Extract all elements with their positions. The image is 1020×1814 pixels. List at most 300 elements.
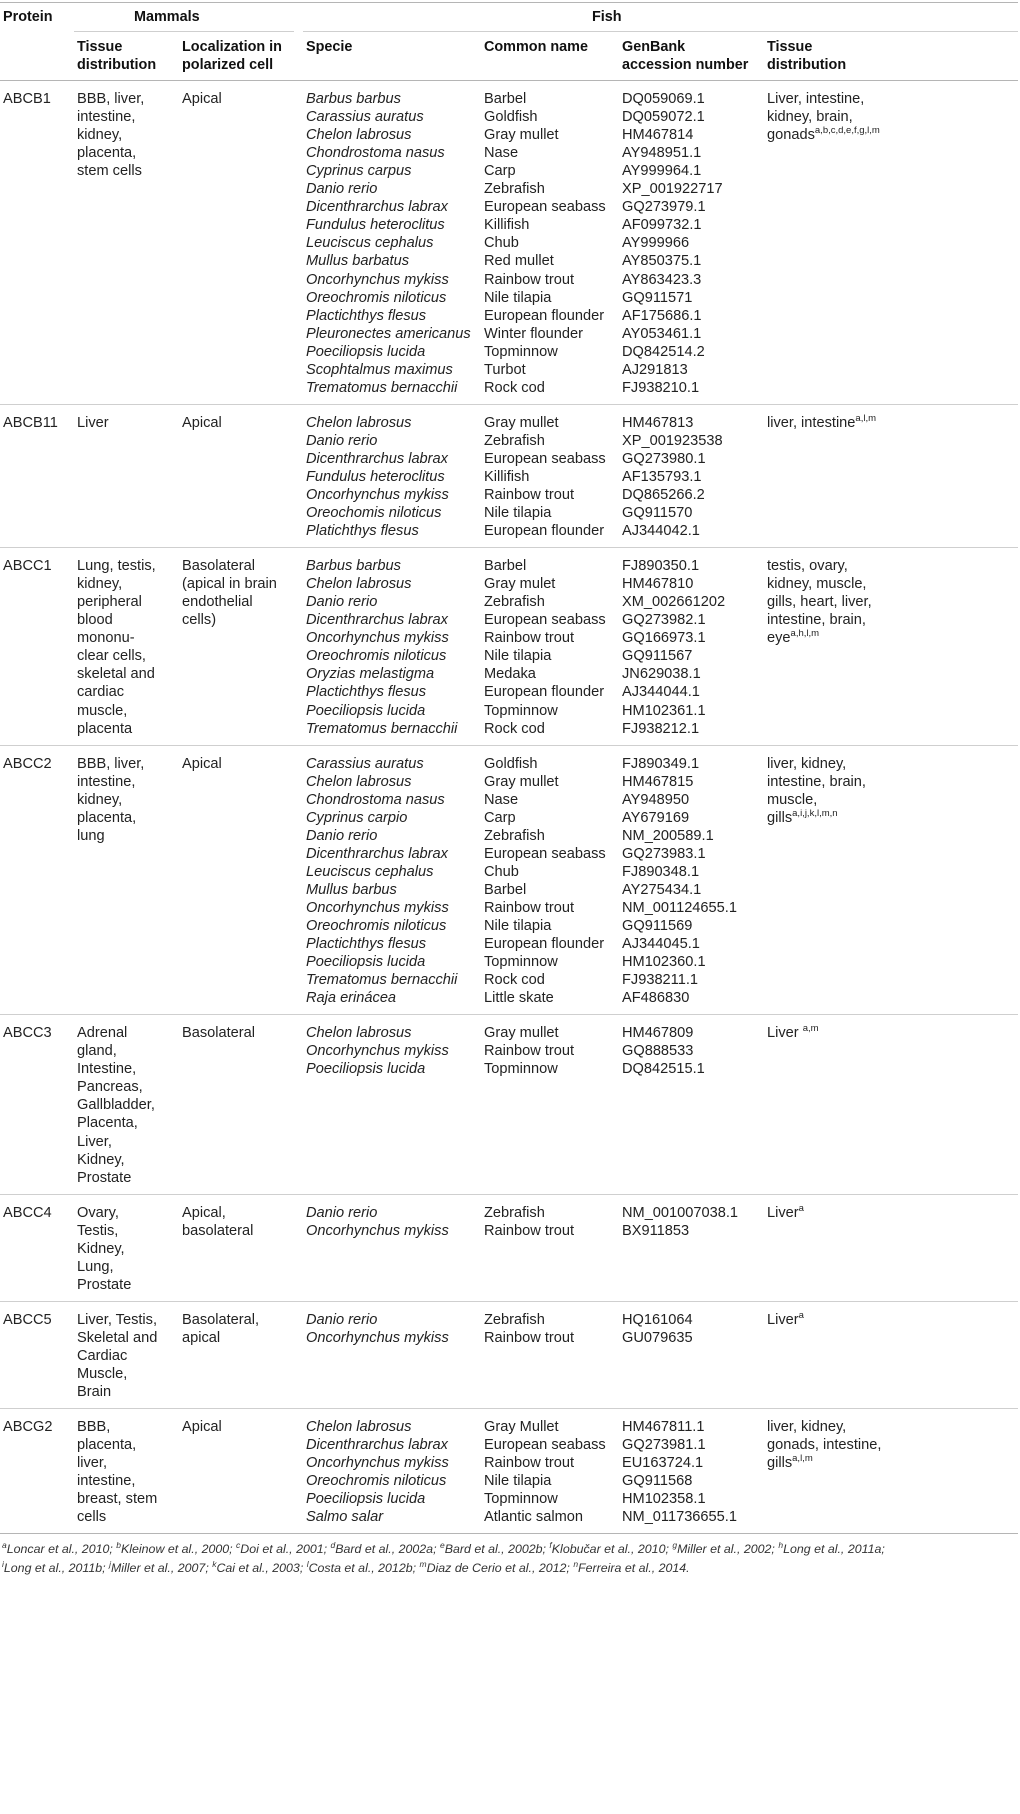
fish-tissue-line [767, 1453, 813, 1474]
mammal-tissue-line: muscle, [77, 702, 128, 719]
genbank-accession: GQ166973.1 [622, 630, 706, 647]
footnote-reference: Bard et al., 2002a; [335, 1542, 440, 1557]
reference-superscript: a,l,m [855, 412, 877, 424]
genbank-accession: EU163724.1 [622, 1455, 704, 1472]
mammal-tissue-line: Adrenal [77, 1025, 128, 1042]
common-name: Medaka [484, 666, 536, 683]
fish-tissue-text: kidney, brain, [767, 109, 853, 126]
footnote-marker: b [116, 1540, 121, 1551]
species-name: Dicenthrarchus labrax [306, 199, 448, 216]
localization-line: Apical [182, 1419, 222, 1435]
genbank-accession: AF175686.1 [622, 307, 702, 324]
genbank-accession: DQ059072.1 [622, 109, 705, 126]
fish-tissue-text: liver, kidney, [767, 1419, 847, 1435]
mammal-tissue-line: Brain [77, 1384, 112, 1400]
fish-tissue-text: Liver, intestine, [767, 91, 865, 107]
genbank-accession: AY999966 [622, 235, 690, 252]
genbank-accession: GQ911571 [622, 289, 693, 306]
mammal-tissue-line: Skeletal and [77, 1329, 158, 1346]
species-name: Oncorhynchus mykiss [306, 1043, 449, 1060]
species-name: Oreochomis niloticus [306, 505, 442, 522]
header-tissue-distribution: Tissue [77, 39, 123, 55]
protein-name: ABCC2 [3, 755, 52, 772]
fish-tissue-text: gonads, intestine, [767, 1437, 882, 1454]
protein-name: ABCB11 [3, 414, 58, 431]
reference-superscript: a,l,m [792, 1453, 813, 1465]
common-name: Nile tilapia [484, 1473, 552, 1490]
species-name: Oncorhynchus mykiss [306, 271, 449, 288]
genbank-accession: HM467815 [622, 773, 694, 790]
common-name: Zebrafish [484, 594, 545, 611]
footnote-marker: e [439, 1540, 445, 1551]
common-name: Killifish [484, 217, 530, 234]
fish-tissue-text: gills [767, 809, 793, 826]
row-separator [0, 1301, 1018, 1302]
fish-tissue-line [767, 1203, 804, 1224]
fish-tissue-text: testis, ovary, [767, 558, 848, 575]
genbank-accession: AY275434.1 [622, 881, 702, 898]
species-name: Barbus barbus [306, 558, 401, 575]
mammal-tissue-line: Kidney, [77, 1151, 125, 1168]
fish-tissue-line [767, 1023, 819, 1044]
genbank-accession: GQ273980.1 [622, 450, 706, 467]
row-separator [0, 1014, 1018, 1015]
genbank-accession: GQ273979.1 [622, 199, 706, 216]
footnote-marker: n [573, 1559, 579, 1570]
genbank-accession: FJ938211.1 [622, 972, 698, 989]
genbank-accession: AJ291813 [622, 361, 688, 378]
species-name: Chelon labrosus [306, 414, 412, 431]
footnote-reference: Long et al., 2011a; [783, 1542, 885, 1557]
genbank-accession: AY679169 [622, 809, 690, 826]
mammal-tissue-line: placenta, [77, 145, 137, 162]
species-name: Salmo salar [306, 1509, 384, 1526]
fish-tissue-text: Liver [767, 1311, 799, 1328]
reference-superscript: a,b,c,d,e,f,g,l,m [814, 125, 880, 137]
footnote-marker: h [778, 1540, 784, 1551]
protein-name: ABCG2 [3, 1419, 53, 1435]
species-name: Oryzias melastigma [306, 666, 435, 683]
fish-tissue-text: Liver [767, 1204, 799, 1221]
species-name: Danio rerio [306, 1204, 378, 1221]
species-name: Oncorhynchus mykiss [306, 630, 449, 647]
common-name: Topminnow [484, 954, 558, 971]
species-name: Oreochromis niloticus [306, 918, 447, 934]
mammal-tissue-line: clear cells, [77, 648, 146, 665]
footnote-reference: Doi et al., 2001; [240, 1542, 331, 1557]
species-name: Mullus barbus [306, 881, 397, 898]
common-name: Barbel [484, 881, 527, 898]
species-name: Plactichthys flesus [306, 936, 427, 953]
fish-tissue-text: gonads [767, 127, 815, 144]
fish-tissue-text: liver, kidney, [767, 755, 847, 772]
table-top-rule [0, 2, 1018, 3]
mammal-tissue-line: gland, [77, 1043, 117, 1060]
genbank-accession: BX911853 [622, 1222, 690, 1239]
common-name: Red mullet [484, 253, 554, 270]
genbank-accession: DQ865266.2 [622, 487, 705, 503]
footnote-reference: Ferreira et al., 2014. [578, 1561, 690, 1576]
genbank-accession: FJ890350.1 [622, 558, 700, 575]
fish-tissue-line [767, 1310, 804, 1331]
common-name: Gray Mullet [484, 1419, 559, 1435]
species-name: Poeciliopsis lucida [306, 343, 426, 360]
fish-tissue-text: intestine, brain, [767, 773, 866, 790]
mammal-tissue-line: skeletal and [77, 666, 155, 683]
header-mammals: Mammals [134, 9, 200, 25]
mammal-tissue-line: Ovary, [77, 1204, 119, 1221]
species-name: Plactichthys flesus [306, 684, 427, 701]
mammal-tissue-line: Liver, Testis, [77, 1311, 158, 1328]
species-name: Poeciliopsis lucida [306, 1061, 426, 1078]
footnote-reference: Loncar et al., 2010; [6, 1542, 117, 1557]
mammal-tissue-line: Liver, [77, 1133, 112, 1150]
common-name: Nile tilapia [484, 505, 552, 522]
common-name: Killifish [484, 468, 530, 485]
species-name: Scophtalmus maximus [306, 361, 453, 378]
genbank-accession: HM102360.1 [622, 954, 706, 971]
mammal-tissue-line: intestine, [77, 109, 136, 126]
genbank-accession: NM_001007038.1 [622, 1204, 739, 1221]
genbank-accession: AY863423.3 [622, 271, 702, 288]
species-name: Plactichthys flesus [306, 307, 427, 324]
species-name: Raja erinácea [306, 990, 397, 1007]
genbank-accession: AY053461.1 [622, 325, 702, 342]
genbank-accession: HM102358.1 [622, 1491, 706, 1508]
common-name: Zebrafish [484, 1204, 545, 1221]
species-name: Dicenthrarchus labrax [306, 612, 448, 629]
fish-tissue-text: Liver [767, 1025, 803, 1042]
genbank-accession: GQ273982.1 [622, 612, 706, 629]
genbank-accession: AY850375.1 [622, 253, 702, 270]
common-name: Topminnow [484, 1491, 558, 1508]
common-name: Rainbow trout [484, 487, 575, 503]
row-separator [0, 1194, 1018, 1195]
mammal-tissue-line: blood [77, 612, 113, 629]
fish-tissue-text: intestine, brain, [767, 612, 866, 629]
fish-tissue-line [767, 125, 880, 146]
reference-superscript: a [798, 1202, 804, 1214]
footnote-marker: l [306, 1559, 309, 1570]
species-name: Danio rerio [306, 181, 378, 198]
localization-line: cells) [182, 612, 217, 629]
common-name: European flounder [484, 936, 605, 953]
species-name: Oncorhynchus mykiss [306, 1329, 449, 1346]
fish-tissue-text: eye [767, 630, 791, 647]
reference-superscript: a,i,j,k,l,m,n [792, 807, 838, 819]
species-name: Dicenthrarchus labrax [306, 1437, 448, 1454]
common-name: Zebrafish [484, 827, 545, 844]
protein-name: ABCC3 [3, 1025, 52, 1042]
footnote-marker: c [236, 1540, 241, 1551]
footnote-marker: k [212, 1559, 217, 1570]
common-name: European seabass [484, 450, 606, 467]
species-name: Chondrostoma nasus [306, 791, 445, 808]
protein-name: ABCC5 [3, 1311, 52, 1328]
common-name: Carp [484, 163, 516, 180]
localization-line: Apical [182, 414, 222, 431]
genbank-accession: DQ842514.2 [622, 343, 705, 360]
common-name: Nile tilapia [484, 648, 552, 665]
common-name: Gray mullet [484, 773, 559, 790]
header-specie: Specie [306, 39, 353, 55]
genbank-accession: HM467811.1 [622, 1419, 705, 1435]
localization-line: (apical in brain [182, 576, 277, 593]
species-name: Oreochromis niloticus [306, 648, 447, 665]
genbank-accession: HM467810 [622, 576, 694, 593]
protein-name: ABCC1 [3, 558, 52, 575]
footnote-reference: Bard et al., 2002b; [444, 1542, 550, 1557]
common-name: European flounder [484, 307, 605, 324]
species-name: Danio rerio [306, 827, 378, 844]
mammal-tissue-line: Cardiac [77, 1347, 128, 1364]
footnote-reference: Kleinow et al., 2000; [121, 1542, 237, 1557]
mammal-tissue-line: Testis, [77, 1222, 119, 1239]
genbank-accession: GQ911569 [622, 918, 693, 934]
genbank-accession: HM467809 [622, 1025, 694, 1042]
mammal-tissue-line: placenta, [77, 1437, 137, 1454]
genbank-accession: HQ161064 [622, 1311, 693, 1328]
species-name: Fundulus heteroclitus [306, 217, 445, 234]
species-name: Chelon labrosus [306, 576, 412, 593]
genbank-accession: FJ890349.1 [622, 755, 700, 772]
localization-line: Basolateral [182, 558, 256, 575]
mammal-tissue-line: Pancreas, [77, 1079, 143, 1096]
species-name: Danio rerio [306, 1311, 378, 1328]
common-name: Goldfish [484, 109, 538, 126]
species-name: Carassius auratus [306, 109, 424, 126]
common-name: Little skate [484, 990, 554, 1007]
common-name: Atlantic salmon [484, 1509, 583, 1526]
mammal-tissue-line: peripheral [77, 594, 142, 611]
common-name: Barbel [484, 558, 527, 575]
genbank-accession: GQ273983.1 [622, 845, 706, 862]
common-name: Rainbow trout [484, 1222, 575, 1239]
fish-tissue-text: muscle, [767, 791, 818, 808]
footnote-reference: Miller et al., 2007; [110, 1561, 213, 1576]
species-name: Dicenthrarchus labrax [306, 845, 448, 862]
mammal-tissue-line: Placenta, [77, 1115, 138, 1132]
row-separator [0, 404, 1018, 405]
genbank-accession: NM_200589.1 [622, 827, 714, 844]
common-name: Gray mullet [484, 127, 559, 144]
mammal-tissue-line: intestine, [77, 773, 136, 790]
species-name: Oreochromis niloticus [306, 1473, 447, 1490]
fish-tissue-line [767, 413, 876, 434]
common-name: European flounder [484, 523, 605, 540]
mammal-tissue-line: Kidney, [77, 1240, 125, 1257]
common-name: Rock cod [484, 720, 545, 737]
genbank-accession: DQ842515.1 [622, 1061, 705, 1078]
fish-tissue-text: kidney, muscle, [767, 576, 867, 593]
common-name: Nile tilapia [484, 289, 552, 306]
mammal-tissue-line: placenta, [77, 809, 137, 826]
footnote-marker: g [672, 1540, 678, 1551]
mammal-tissue-line: Muscle, [77, 1365, 128, 1382]
species-name: Oreochromis niloticus [306, 289, 447, 306]
species-name: Cyprinus carpus [306, 163, 412, 180]
footnote-marker: d [330, 1540, 336, 1551]
header-genbank: accession number [622, 57, 749, 73]
common-name: Winter flounder [484, 325, 583, 342]
species-name: Chelon labrosus [306, 773, 412, 790]
species-name: Trematomus bernacchii [306, 379, 458, 396]
header-fish: Fish [592, 9, 622, 25]
footnote-marker: m [419, 1559, 427, 1570]
mammal-tissue-line: cells [77, 1509, 107, 1526]
fish-tissue-line [767, 628, 819, 649]
species-name: Chelon labrosus [306, 127, 412, 144]
genbank-accession: GQ911567 [622, 648, 693, 665]
genbank-accession: AF135793.1 [622, 468, 702, 485]
header-tissue-distribution: distribution [77, 57, 157, 73]
mammal-tissue-line: kidney, [77, 127, 123, 144]
footnote-reference: Costa et al., 2012b; [308, 1561, 420, 1576]
header-fish-tissue: distribution [767, 57, 847, 73]
header-fish-tissue: Tissue [767, 39, 813, 55]
common-name: European seabass [484, 199, 606, 216]
species-name: Poeciliopsis lucida [306, 954, 426, 971]
footnote-line [2, 1560, 690, 1577]
fish-tissue-line [767, 808, 838, 829]
mammal-tissue-line: Lung, testis, [77, 558, 156, 575]
header-protein: Protein [3, 9, 53, 25]
common-name: European seabass [484, 1437, 606, 1454]
common-name: Gray mullet [484, 1025, 559, 1042]
localization-line: endothelial [182, 594, 253, 611]
header-common-name: Common name [484, 39, 588, 55]
localization-line: Basolateral [182, 1025, 256, 1042]
species-name: Cyprinus carpio [306, 809, 408, 826]
species-name: Oncorhynchus mykiss [306, 487, 449, 503]
species-name: Mullus barbatus [306, 253, 410, 270]
mammal-tissue-line: kidney, [77, 791, 123, 808]
reference-superscript: a,m [802, 1023, 819, 1035]
species-name: Poeciliopsis lucida [306, 702, 426, 719]
species-name: Poeciliopsis lucida [306, 1491, 426, 1508]
species-name: Danio rerio [306, 432, 378, 449]
genbank-accession: NM_011736655.1 [622, 1509, 737, 1526]
genbank-accession: GU079635 [622, 1329, 693, 1346]
common-name: Topminnow [484, 343, 558, 360]
common-name: Rainbow trout [484, 271, 575, 288]
genbank-accession: FJ938212.1 [622, 720, 700, 737]
header-bottom-rule [0, 80, 1018, 81]
common-name: European flounder [484, 684, 605, 701]
genbank-accession: AF486830 [622, 990, 690, 1007]
mammal-tissue-line: Intestine, [77, 1061, 137, 1078]
mammal-tissue-line: mononu- [77, 630, 135, 647]
header-localization: polarized cell [182, 57, 274, 73]
common-name: Zebrafish [484, 1311, 545, 1328]
genbank-accession: GQ911570 [622, 505, 693, 522]
mammal-tissue-line: BBB, liver, [77, 755, 145, 772]
footnote-marker: a [2, 1540, 7, 1551]
species-name: Oncorhynchus mykiss [306, 899, 449, 916]
footnote-marker: f [549, 1540, 552, 1551]
mammal-tissue-line: liver, [77, 1455, 108, 1472]
footnote-reference: Long et al., 2011b; [3, 1561, 110, 1576]
header-mammals-rule [74, 31, 294, 32]
protein-name: ABCB1 [3, 91, 51, 107]
header-localization: Localization in [182, 39, 282, 55]
common-name: Gray mulet [484, 576, 556, 593]
mammal-tissue-line: kidney, [77, 576, 123, 593]
genbank-accession: XP_001923538 [622, 432, 723, 449]
genbank-accession: XM_002661202 [622, 594, 726, 611]
genbank-accession: AY948951.1 [622, 145, 702, 162]
genbank-accession: FJ890348.1 [622, 863, 700, 880]
mammal-tissue-line: placenta [77, 720, 133, 737]
genbank-accession: GQ888533 [622, 1043, 694, 1060]
genbank-accession: AJ344042.1 [622, 523, 700, 540]
common-name: Barbel [484, 91, 527, 107]
fish-tissue-text: gills, heart, liver, [767, 594, 872, 611]
species-name: Chelon labrosus [306, 1025, 412, 1042]
common-name: Chub [484, 863, 519, 880]
species-name: Barbus barbus [306, 91, 401, 107]
genbank-accession: HM467814 [622, 127, 694, 144]
mammal-tissue-line: intestine, [77, 1473, 136, 1490]
common-name: Chub [484, 235, 519, 252]
species-name: Danio rerio [306, 594, 378, 611]
mammal-tissue-line: cardiac [77, 684, 125, 701]
protein-name: ABCC4 [3, 1204, 52, 1221]
mammal-tissue-line: Prostate [77, 1169, 132, 1186]
fish-tissue-text: liver, intestine [767, 414, 856, 431]
common-name: Rock cod [484, 972, 545, 989]
genbank-accession: AJ344044.1 [622, 684, 700, 701]
genbank-accession: AY999964.1 [622, 163, 702, 180]
common-name: Turbot [484, 361, 526, 378]
common-name: Zebrafish [484, 181, 545, 198]
common-name: Topminnow [484, 1061, 558, 1078]
reference-superscript: a,h,l,m [790, 628, 820, 640]
common-name: Nile tilapia [484, 918, 552, 934]
footnote-marker: j [109, 1559, 111, 1570]
header-fish-rule [303, 31, 1018, 32]
reference-superscript: a [798, 1309, 804, 1321]
common-name: Carp [484, 809, 516, 826]
species-name: Oncorhynchus mykiss [306, 1455, 449, 1472]
mammal-tissue-line: lung [77, 827, 105, 844]
genbank-accession: FJ938210.1 [622, 379, 700, 396]
footnote-reference: Miller et al., 2002; [677, 1542, 779, 1557]
header-genbank: GenBank [622, 39, 686, 55]
common-name: European seabass [484, 845, 606, 862]
fish-tissue-text: gills [767, 1455, 793, 1472]
genbank-accession: AJ344045.1 [622, 936, 700, 953]
localization-line: Apical [182, 91, 222, 107]
common-name: Nase [484, 791, 519, 808]
species-name: Dicenthrarchus labrax [306, 450, 448, 467]
species-name: Chondrostoma nasus [306, 145, 445, 162]
footnote-reference: Cai et al., 2003; [216, 1561, 307, 1576]
common-name: Rainbow trout [484, 899, 575, 916]
localization-line: Basolateral, [182, 1311, 260, 1328]
mammal-tissue-line: breast, stem [77, 1491, 158, 1508]
genbank-accession: AY948950 [622, 791, 690, 808]
mammal-tissue-line: Gallbladder, [77, 1097, 155, 1114]
footnote-marker: i [2, 1559, 4, 1570]
mammal-tissue-line: stem cells [77, 163, 142, 180]
species-name: Carassius auratus [306, 755, 424, 772]
species-name: Leuciscus cephalus [306, 863, 434, 880]
localization-line: Apical, [182, 1204, 226, 1221]
row-separator [0, 1408, 1018, 1409]
species-name: Chelon labrosus [306, 1419, 412, 1435]
common-name: Goldfish [484, 755, 538, 772]
